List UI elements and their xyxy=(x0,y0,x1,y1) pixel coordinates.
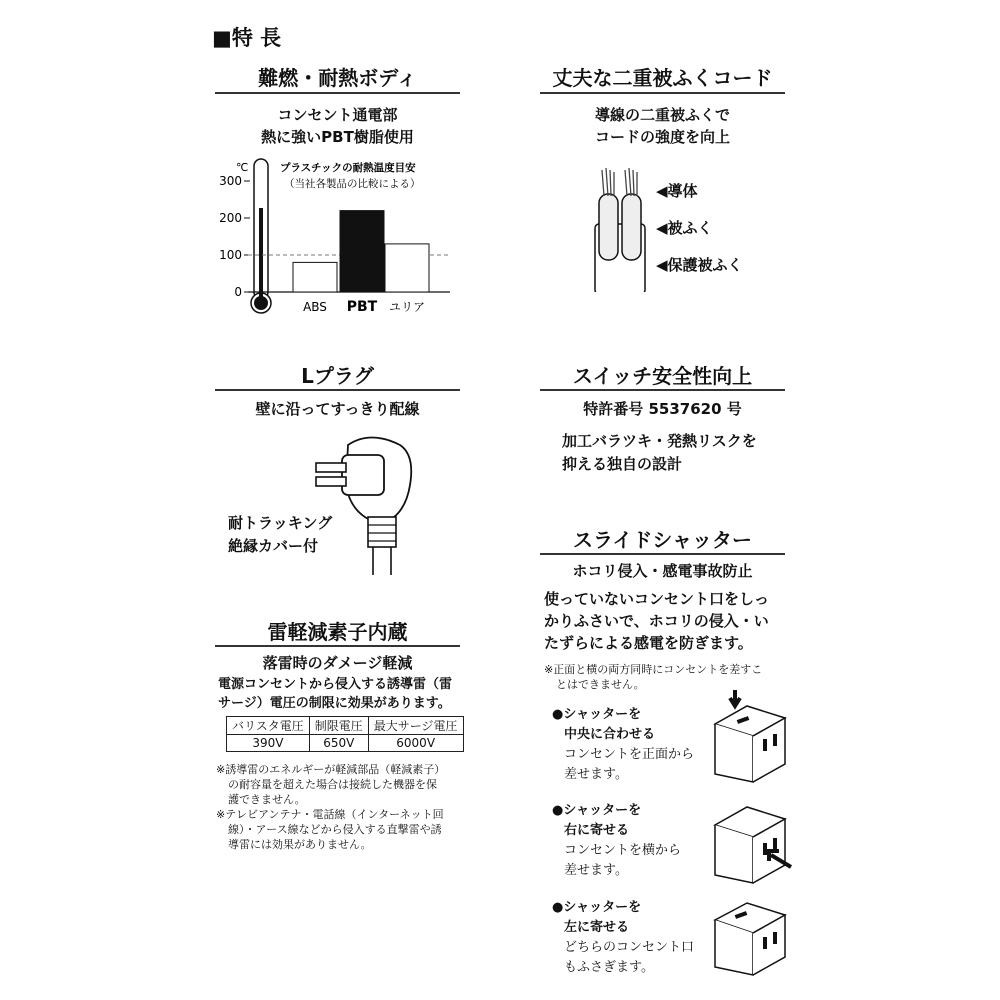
lightning-desc-2: サージ）電圧の制限に効果があります。 xyxy=(218,696,451,711)
switch-desc-1: 加工バラツキ・発熱リスクを xyxy=(562,432,757,450)
chart-bars xyxy=(293,211,429,292)
table-row xyxy=(227,735,464,752)
shutter-item-label: ●シャッターを xyxy=(552,803,642,818)
table-header-cell: 制限電圧 xyxy=(309,717,368,735)
shutter-heading-rule xyxy=(540,553,785,555)
note-line: 線）・アース線などから侵入する直撃雷や誘 xyxy=(228,823,442,836)
lplug-caption-1: 耐トラッキング xyxy=(228,514,333,532)
surge-spec-table xyxy=(226,716,464,752)
note-line: 導雷には効果がありません。 xyxy=(228,838,372,851)
shutter-item-label: ●シャッターを xyxy=(552,707,642,722)
cord-sub-2: コードの強度を向上 xyxy=(594,128,730,146)
shutter-item-desc: コンセントを横から xyxy=(564,843,682,858)
switch-heading-rule xyxy=(540,389,785,391)
l-plug-illustration xyxy=(310,425,420,575)
shutter-item-desc: コンセントを正面から xyxy=(564,747,695,762)
note-line: とはできません。 xyxy=(556,678,645,691)
shutter-item-right xyxy=(552,801,681,881)
shutter-sub: ホコリ侵入・感電事故防止 xyxy=(572,562,753,580)
cord-heading-rule xyxy=(540,92,785,94)
cord-sub-1: 導線の二重被ふくで xyxy=(594,106,730,124)
bar-ABS xyxy=(293,262,337,292)
shutter-item-label: 中央に合わせる xyxy=(564,727,656,742)
chart-title-2: （当社各製品の比較による） xyxy=(284,178,421,190)
outlet-side-icon xyxy=(705,795,795,895)
table-cell: 390V xyxy=(227,735,310,752)
table-header-cell: バリスタ電圧 xyxy=(227,717,310,735)
note-line: ※テレビアンテナ・電話線（インターネット回 xyxy=(216,808,444,821)
thermometer-icon xyxy=(251,159,271,313)
lightning-sub: 落雷時のダメージ軽減 xyxy=(262,654,413,672)
cord-label-conductor: ◀導体 xyxy=(656,182,698,200)
x-tick-label: ユリア xyxy=(388,300,426,314)
chart-title-1: プラスチックの耐熱温度目安 xyxy=(280,162,416,174)
lightning-heading: 雷軽減素子内蔵 xyxy=(267,620,408,644)
shutter-item-label: ●シャッターを xyxy=(552,900,642,915)
note-line: ※正面と横の両方同時にコンセントを差すこ xyxy=(544,663,763,676)
outlet-closed-icon xyxy=(705,895,790,980)
shutter-desc-line: たずらによる感電を防ぎます。 xyxy=(544,634,753,652)
shutter-desc-line: 使っていないコンセント口をしっ xyxy=(544,590,770,608)
lightning-desc-1: 電源コンセントから侵入する誘導雷（雷 xyxy=(218,677,453,692)
lightning-heading-rule xyxy=(215,645,460,647)
bar-ユリア xyxy=(385,244,429,292)
shutter-item-desc: 差せます。 xyxy=(564,863,628,878)
shutter-item-desc: 差せます。 xyxy=(564,767,628,782)
chart-unit: ℃ xyxy=(236,161,249,174)
shutter-item-left xyxy=(552,898,694,978)
y-tick-label: 100 xyxy=(219,248,242,262)
shutter-desc-line: かりふさいで、ホコリの侵入・い xyxy=(544,612,769,630)
table-header-cell: 最大サージ電圧 xyxy=(368,717,463,735)
lightning-notes xyxy=(216,762,445,852)
x-tick-label: ABS xyxy=(303,300,327,314)
note-line: の耐容量を超えた場合は接続した機器を保 xyxy=(228,778,437,791)
table-header-row xyxy=(227,717,464,735)
cord-heading: 丈夫な二重被ふくコード xyxy=(552,66,773,90)
cord-label-protective: ◀保護被ふく xyxy=(656,256,743,274)
table-cell: 650V xyxy=(309,735,368,752)
lplug-caption-2: 絶縁カバー付 xyxy=(228,537,319,555)
flame-sub-2: 熱に強いPBT樹脂使用 xyxy=(261,128,414,146)
lplug-heading-rule xyxy=(215,389,460,391)
note-line: 護できません。 xyxy=(228,793,306,806)
lplug-heading: Lプラグ xyxy=(301,364,374,388)
cord-illustration xyxy=(585,162,655,292)
bar-PBT xyxy=(340,211,384,292)
shutter-desc xyxy=(544,588,769,654)
switch-desc-2: 抑える独自の設計 xyxy=(562,455,683,473)
flame-heading-rule xyxy=(215,92,460,94)
shutter-item-desc: もふさぎます。 xyxy=(564,960,654,975)
outlet-center-icon xyxy=(705,684,790,784)
flame-heading: 難燃・耐熱ボディ xyxy=(258,66,417,90)
y-tick-label: 0 xyxy=(234,285,242,299)
note-line: ※誘導雷のエネルギーが軽減部品（軽減素子） xyxy=(216,763,446,776)
shutter-item-label: 右に寄せる xyxy=(564,823,630,838)
flame-sub-1: コンセント通電部 xyxy=(277,106,398,124)
x-tick-label: PBT xyxy=(346,299,378,315)
chart-y-ticks xyxy=(219,174,250,299)
shutter-item-label: 左に寄せる xyxy=(564,920,630,935)
lplug-sub: 壁に沿ってすっきり配線 xyxy=(255,400,420,418)
shutter-heading: スライドシャッター xyxy=(573,528,752,552)
chart-x-labels xyxy=(303,299,425,315)
y-tick-label: 300 xyxy=(219,174,242,188)
cord-label-coating: ◀被ふく xyxy=(656,219,713,237)
shutter-item-center xyxy=(552,705,694,785)
page-title: ■特 長 xyxy=(212,26,282,50)
heat-resistance-chart xyxy=(210,155,470,325)
shutter-item-desc: どちらのコンセント口 xyxy=(564,940,695,955)
switch-heading: スイッチ安全性向上 xyxy=(572,364,753,388)
switch-patent: 特許番号 5537620 号 xyxy=(583,400,742,418)
table-cell: 6000V xyxy=(368,735,463,752)
y-tick-label: 200 xyxy=(219,211,242,225)
